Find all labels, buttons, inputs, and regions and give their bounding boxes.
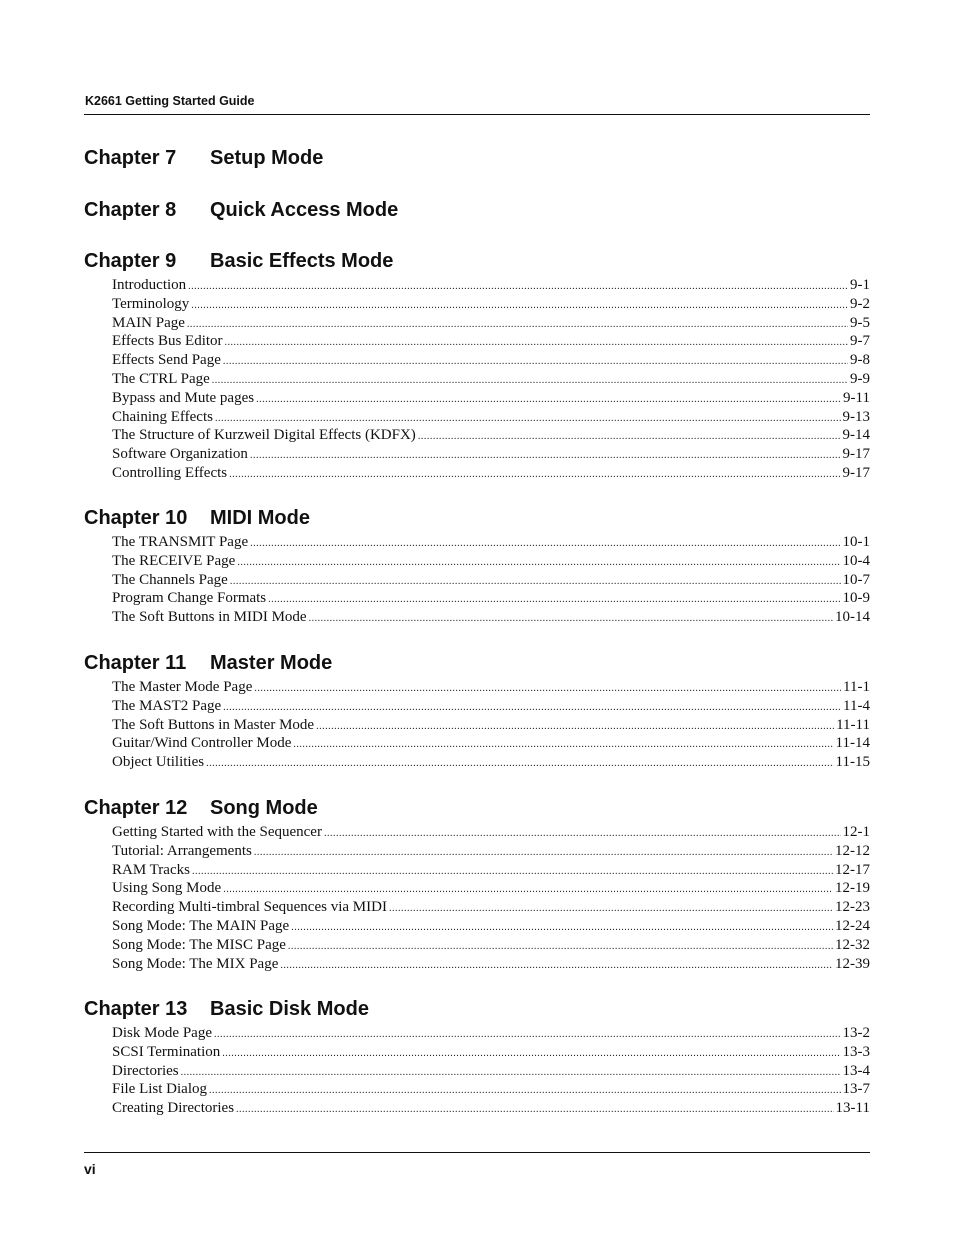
toc-entry[interactable] [112, 276, 870, 295]
toc-entry-page: 10-4 [842, 552, 870, 569]
toc-entry[interactable] [112, 917, 870, 936]
chapter-block [84, 507, 870, 627]
toc-entry-title: Bypass and Mute pages [112, 389, 255, 406]
dot-leader [250, 447, 841, 466]
toc-entry-title: Guitar/Wind Controller Mode [112, 735, 292, 752]
toc-entry-page: 12-12 [835, 842, 870, 859]
toc-entry[interactable] [112, 408, 870, 427]
toc-entry-title: SCSI Termination [112, 1043, 221, 1060]
toc-entry-title: Chaining Effects [112, 408, 213, 425]
chapter-block [84, 147, 870, 173]
toc-entry-page: 12-19 [835, 880, 870, 897]
toc-entry-title: The Master Mode Page [112, 679, 253, 695]
dot-leader [229, 466, 840, 485]
chapter-number: Chapter 9 [84, 250, 177, 272]
toc-entry-title: MAIN Page [112, 314, 185, 331]
toc-entry[interactable] [112, 552, 870, 571]
toc-entry-title: Recording Multi-timbral Sequences via MIDI [112, 899, 387, 916]
dot-leader [209, 1082, 841, 1101]
toc-entry-title: Disk Mode Page [112, 1025, 212, 1041]
toc-entry-title: Using Song Mode [112, 880, 222, 897]
dot-leader [236, 1101, 834, 1120]
chapter-block [84, 998, 870, 1118]
toc-entry-list [112, 1024, 870, 1118]
toc-entry-page: 9-14 [842, 427, 870, 444]
toc-entry-title: Program Change Formats [112, 590, 267, 607]
footer-page-number: vi [84, 1161, 96, 1177]
toc-entry-page: 10-14 [835, 609, 870, 626]
toc-entry-page: 12-24 [835, 917, 870, 934]
toc-entry[interactable] [112, 861, 870, 880]
toc-entry-title: Terminology [112, 295, 190, 312]
toc-entry-title: Object Utilities [112, 754, 205, 771]
dot-leader [188, 278, 848, 297]
chapter-heading[interactable] [84, 147, 870, 173]
header-title: K2661 Getting Started Guide [85, 94, 255, 108]
dot-leader [250, 535, 840, 554]
toc-entry-page: 11-4 [843, 697, 870, 714]
toc-entry[interactable] [112, 1080, 870, 1099]
dot-leader [212, 372, 848, 391]
chapter-number: Chapter 13 [84, 998, 188, 1020]
dot-leader [254, 680, 841, 699]
toc-entry[interactable] [112, 370, 870, 389]
chapter-title: Master Mode [210, 652, 333, 674]
toc-entry[interactable] [112, 314, 870, 333]
toc-entry-title: Song Mode: The MAIN Page [112, 917, 290, 934]
toc-entry-title: The CTRL Page [112, 370, 210, 387]
dot-leader [293, 736, 833, 755]
toc-entry[interactable] [112, 589, 870, 608]
toc-entry-title: Getting Started with the Sequencer [112, 824, 322, 840]
toc-entry[interactable] [112, 1043, 870, 1062]
footer-divider [84, 1152, 870, 1153]
dot-leader [280, 957, 833, 976]
toc-entry-title: Song Mode: The MIX Page [112, 955, 279, 972]
chapter-number: Chapter 12 [84, 797, 188, 819]
toc-entry-title: File List Dialog [112, 1081, 207, 1098]
dot-leader [222, 1045, 840, 1064]
chapter-block [84, 797, 870, 973]
dot-leader [230, 573, 841, 592]
toc-entry-page: 9-13 [842, 408, 870, 425]
toc-entry-page: 9-8 [850, 352, 870, 369]
toc-entry-page: 13-2 [842, 1025, 870, 1041]
toc-entry[interactable] [112, 389, 870, 408]
toc-entry[interactable] [112, 351, 870, 370]
chapter-block [84, 652, 870, 772]
toc-entry-page: 13-3 [842, 1043, 870, 1060]
toc-entry-title: The Structure of Kurzweil Digital Effects (KDFX) [112, 427, 416, 444]
toc-entry[interactable] [112, 332, 870, 351]
toc-entry[interactable] [112, 823, 870, 842]
toc-entry-page: 11-11 [836, 716, 870, 733]
toc-entry-title: Controlling Effects [112, 464, 228, 481]
toc-entry[interactable] [112, 1024, 870, 1043]
chapter-heading[interactable] [84, 250, 870, 276]
toc-entry[interactable] [112, 678, 870, 697]
toc-entry-page: 9-9 [850, 370, 870, 387]
dot-leader [309, 610, 833, 629]
toc-entry-page: 12-17 [835, 861, 870, 878]
chapter-title: Basic Effects Mode [210, 250, 394, 272]
toc-entry[interactable] [112, 936, 870, 955]
toc-entry-title: RAM Tracks [112, 861, 190, 878]
toc-entry[interactable] [112, 464, 870, 483]
chapter-heading[interactable] [84, 998, 870, 1024]
toc-entry-title: The MAST2 Page [112, 697, 222, 714]
toc-entry-page: 9-17 [842, 446, 870, 463]
toc-entry[interactable] [112, 842, 870, 861]
toc-entry-page: 9-1 [850, 277, 870, 293]
toc-entry-title: Directories [112, 1062, 179, 1079]
chapter-number: Chapter 11 [84, 652, 187, 674]
toc-entry[interactable] [112, 879, 870, 898]
toc-entry-page: 9-7 [850, 333, 870, 350]
header-divider [84, 114, 870, 115]
toc-entry[interactable] [112, 1099, 870, 1118]
toc-entry-page: 10-7 [842, 571, 870, 588]
toc-entry[interactable] [112, 1062, 870, 1081]
toc-entry-page: 12-39 [835, 955, 870, 972]
dot-leader [389, 900, 833, 919]
toc-entry-title: Creating Directories [112, 1100, 235, 1117]
toc-entry-page: 11-14 [835, 735, 870, 752]
toc-entry[interactable] [112, 445, 870, 464]
toc-entry-page: 11-15 [835, 754, 870, 771]
toc-entry-page: 13-11 [835, 1100, 870, 1117]
toc-entry[interactable] [112, 734, 870, 753]
chapter-title: Basic Disk Mode [210, 998, 369, 1020]
chapter-block [84, 199, 870, 225]
dot-leader [225, 334, 848, 353]
toc-entry-page: 10-1 [842, 534, 870, 550]
toc-entry-title: Song Mode: The MISC Page [112, 936, 286, 953]
toc-entry-title: Effects Send Page [112, 352, 221, 369]
toc-entry[interactable] [112, 533, 870, 552]
chapter-number: Chapter 10 [84, 507, 188, 529]
chapter-heading[interactable] [84, 797, 870, 823]
chapter-title: Quick Access Mode [210, 199, 399, 221]
toc-entry[interactable] [112, 571, 870, 590]
toc-entry[interactable] [112, 955, 870, 974]
toc-entry-title: Tutorial: Arrangements [112, 842, 252, 859]
dot-leader [181, 1064, 841, 1083]
dot-leader [214, 1026, 841, 1045]
dot-leader [187, 316, 848, 335]
toc-entry[interactable] [112, 898, 870, 917]
dot-leader [418, 428, 841, 447]
dot-leader [223, 353, 848, 372]
toc-entry-page: 12-32 [835, 936, 870, 953]
dot-leader [223, 699, 841, 718]
dot-leader [254, 844, 833, 863]
chapter-heading[interactable] [84, 652, 870, 678]
toc-entry-page: 12-23 [835, 899, 870, 916]
toc-entry-title: Software Organization [112, 446, 248, 463]
dot-leader [206, 755, 833, 774]
toc-entry-title: The Channels Page [112, 571, 228, 588]
toc-entry[interactable] [112, 697, 870, 716]
toc-entry[interactable] [112, 426, 870, 445]
toc-entry-list [112, 823, 870, 973]
toc-entry-title: The Soft Buttons in Master Mode [112, 716, 315, 733]
chapter-number: Chapter 8 [84, 199, 177, 221]
toc-entry-list [112, 678, 870, 772]
toc-entry-page: 12-1 [842, 824, 870, 840]
toc-entry-list [112, 533, 870, 627]
toc-entry-title: Introduction [112, 277, 187, 293]
toc-entry-page: 13-7 [842, 1081, 870, 1098]
chapter-title: Song Mode [210, 797, 318, 819]
toc-entry-page: 10-9 [842, 590, 870, 607]
toc-entry-page: 9-17 [842, 464, 870, 481]
dot-leader [191, 297, 848, 316]
dot-leader [256, 391, 841, 410]
toc-entry-title: The Soft Buttons in MIDI Mode [112, 609, 307, 626]
toc-entry[interactable] [112, 753, 870, 772]
toc-entry-page: 9-2 [850, 295, 870, 312]
chapter-title: MIDI Mode [210, 507, 310, 529]
toc-entry-title: The TRANSMIT Page [112, 534, 249, 550]
toc-entry[interactable] [112, 608, 870, 627]
toc-entry-title: The RECEIVE Page [112, 552, 236, 569]
chapter-block [84, 250, 870, 483]
chapter-title: Setup Mode [210, 147, 324, 169]
toc-entry[interactable] [112, 716, 870, 735]
toc-entry-list [112, 276, 870, 483]
toc-entry-page: 11-1 [843, 679, 870, 695]
dot-leader [288, 938, 833, 957]
dot-leader [324, 825, 841, 844]
toc-entry[interactable] [112, 295, 870, 314]
dot-leader [192, 863, 833, 882]
dot-leader [268, 591, 840, 610]
chapter-number: Chapter 7 [84, 147, 177, 169]
chapter-heading[interactable] [84, 199, 870, 225]
dot-leader [237, 554, 840, 573]
toc-entry-page: 13-4 [842, 1062, 870, 1079]
dot-leader [291, 919, 833, 938]
toc-entry-page: 9-11 [843, 389, 870, 406]
chapter-heading[interactable] [84, 507, 870, 533]
toc-entry-page: 9-5 [850, 314, 870, 331]
dot-leader [316, 718, 834, 737]
toc-entry-title: Effects Bus Editor [112, 333, 223, 350]
